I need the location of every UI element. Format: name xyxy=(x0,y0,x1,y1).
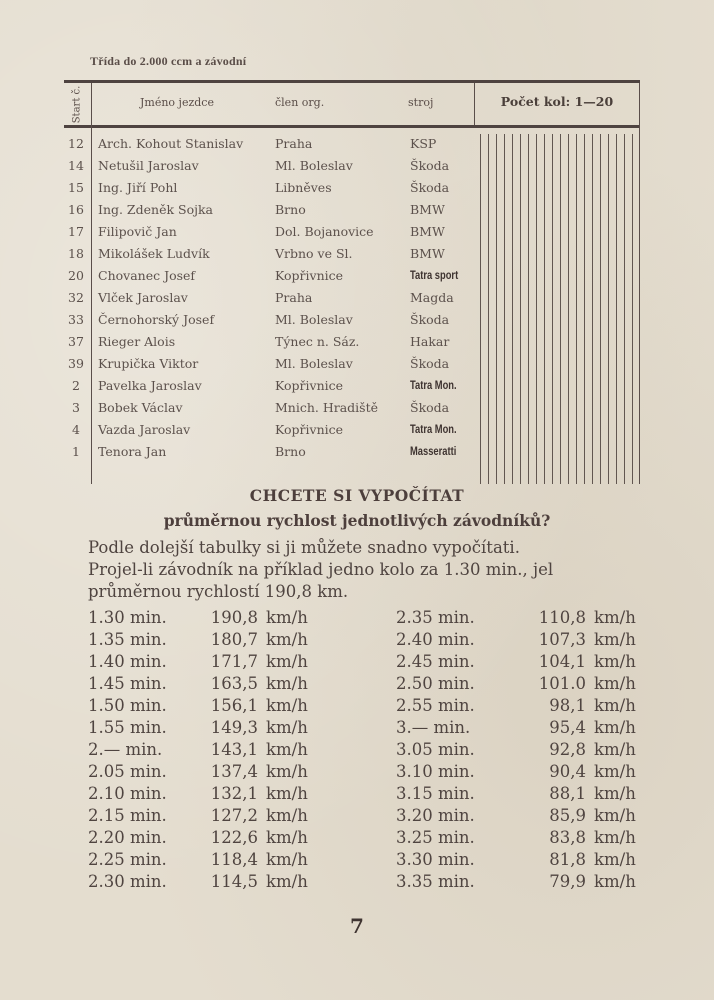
entry-row xyxy=(64,309,474,331)
entry-row xyxy=(64,199,474,221)
lap-tally-line xyxy=(496,134,497,484)
entry-row xyxy=(64,177,474,199)
avg-speed-value: 114,5 xyxy=(210,872,258,891)
lap-time: 3.35 min. xyxy=(396,872,475,891)
entry-row xyxy=(64,155,474,177)
avg-speed-value: 118,4 xyxy=(210,850,258,869)
lap-tally-line xyxy=(576,134,577,484)
start-number: 14 xyxy=(68,158,84,173)
rider-club: Kopřivnice xyxy=(275,422,344,437)
rider-name: Krupička Viktor xyxy=(98,356,199,371)
page-number: 7 xyxy=(350,914,364,938)
start-number: 20 xyxy=(68,268,84,283)
instructions-line-1: Podle dolejší tabulky si ji můžete snadno vypočítati. xyxy=(88,538,520,557)
avg-speed-value: 88,1 xyxy=(549,784,586,803)
start-number: 16 xyxy=(68,202,84,217)
speed-unit: km/h xyxy=(266,696,308,715)
lap-time: 2.55 min. xyxy=(396,696,475,715)
rider-machine: Škoda xyxy=(410,356,450,371)
start-number: 2 xyxy=(72,378,80,393)
speed-row xyxy=(88,784,348,806)
rider-club: Dol. Bojanovice xyxy=(275,224,374,239)
avg-speed-value: 95,4 xyxy=(549,718,586,737)
speed-table-right xyxy=(396,608,656,894)
rider-name: Ing. Zdeněk Sojka xyxy=(98,202,214,217)
lap-time: 1.50 min. xyxy=(88,696,167,715)
rider-name: Bobek Václav xyxy=(98,400,183,415)
avg-speed-value: 104,1 xyxy=(538,652,586,671)
rider-name: Arch. Kohout Stanislav xyxy=(98,136,244,151)
avg-speed-value: 98,1 xyxy=(549,696,586,715)
rider-club: Brno xyxy=(275,202,306,217)
lap-time: 3.— min. xyxy=(396,718,471,737)
rider-machine: Hakar xyxy=(410,334,450,349)
lap-tally-line xyxy=(504,134,505,484)
avg-speed-value: 110,8 xyxy=(538,608,586,627)
speed-unit: km/h xyxy=(266,806,308,825)
speed-row xyxy=(396,762,656,784)
lap-time: 2.— min. xyxy=(88,740,163,759)
start-number: 18 xyxy=(68,246,84,261)
lap-time: 1.45 min. xyxy=(88,674,167,693)
speed-row xyxy=(396,806,656,828)
lap-tally-line xyxy=(624,134,625,484)
lap-time: 1.35 min. xyxy=(88,630,167,649)
header-start-number: Start č. xyxy=(71,85,83,123)
speed-unit: km/h xyxy=(266,740,308,759)
speed-row xyxy=(396,784,656,806)
lap-tally-line xyxy=(616,134,617,484)
speed-unit: km/h xyxy=(266,674,308,693)
lap-time: 2.30 min. xyxy=(88,872,167,891)
entry-row xyxy=(64,221,474,243)
lap-tally-line xyxy=(528,134,529,484)
lap-tally-line xyxy=(560,134,561,484)
start-number: 32 xyxy=(68,290,84,305)
speed-table-left xyxy=(88,608,348,894)
lap-tally-line xyxy=(520,134,521,484)
rider-name: Černohorský Josef xyxy=(98,312,215,327)
rider-machine: KSP xyxy=(410,136,437,151)
speed-unit: km/h xyxy=(266,718,308,737)
avg-speed-value: 122,6 xyxy=(210,828,258,847)
avg-speed-value: 163,5 xyxy=(210,674,258,693)
class-title: Třída do 2.000 ccm a závodní xyxy=(90,54,247,68)
lap-time: 3.15 min. xyxy=(396,784,475,803)
instructions-line-2: Projel-li závodník na příklad jedno kolo za 1.30 min., jel průměrnou rychlostí 190,8 km. xyxy=(88,560,554,601)
speed-unit: km/h xyxy=(594,784,636,803)
speed-row xyxy=(396,696,656,718)
lap-tally-line xyxy=(536,134,537,484)
rider-machine: Škoda xyxy=(410,400,450,415)
speed-unit: km/h xyxy=(594,850,636,869)
avg-speed-value: 143,1 xyxy=(210,740,258,759)
rider-machine: BMW xyxy=(410,224,445,239)
avg-speed-value: 171,7 xyxy=(210,652,258,671)
lap-time: 3.05 min. xyxy=(396,740,475,759)
lap-tally-line xyxy=(632,134,633,484)
speed-row xyxy=(88,608,348,630)
entry-rows xyxy=(64,133,474,463)
speed-unit: km/h xyxy=(594,630,636,649)
rider-machine: Škoda xyxy=(410,180,450,195)
rider-machine: Magda xyxy=(410,290,454,305)
speed-unit: km/h xyxy=(594,806,636,825)
speed-unit: km/h xyxy=(594,674,636,693)
speed-unit: km/h xyxy=(594,762,636,781)
lap-tally-line xyxy=(568,134,569,484)
speed-unit: km/h xyxy=(266,762,308,781)
speed-row xyxy=(88,872,348,894)
lap-time: 1.30 min. xyxy=(88,608,167,627)
lap-time: 2.40 min. xyxy=(396,630,475,649)
header-lap-count: Počet kol: 1—20 xyxy=(500,94,614,109)
rider-machine: Škoda xyxy=(410,158,450,173)
rider-name: Ing. Jiří Pohl xyxy=(98,180,178,195)
lap-tally-line xyxy=(480,134,481,484)
entry-row xyxy=(64,375,474,397)
entry-row xyxy=(64,243,474,265)
start-number: 12 xyxy=(68,136,84,151)
rider-machine: Tatra Mon. xyxy=(410,378,457,392)
avg-speed-value: 90,4 xyxy=(549,762,586,781)
entry-row xyxy=(64,353,474,375)
speed-unit: km/h xyxy=(594,872,636,891)
speed-row xyxy=(396,872,656,894)
start-number: 15 xyxy=(68,180,84,195)
entry-row xyxy=(64,331,474,353)
speed-unit: km/h xyxy=(266,828,308,847)
entry-row xyxy=(64,133,474,155)
speed-unit: km/h xyxy=(266,872,308,891)
avg-speed-value: 137,4 xyxy=(210,762,258,781)
speed-unit: km/h xyxy=(594,608,636,627)
rider-name: Vlček Jaroslav xyxy=(98,290,188,305)
header-club: člen org. xyxy=(275,96,325,109)
avg-speed-value: 127,2 xyxy=(210,806,258,825)
lap-tally-line xyxy=(592,134,593,484)
rider-machine: BMW xyxy=(410,202,445,217)
avg-speed-value: 149,3 xyxy=(210,718,258,737)
avg-speed-value: 92,8 xyxy=(549,740,586,759)
entry-row xyxy=(64,265,474,287)
rider-name: Netušil Jaroslav xyxy=(98,158,199,173)
header-rider-name: Jméno jezdce xyxy=(140,96,214,109)
lap-tally-line xyxy=(584,134,585,484)
avg-speed-value: 81,8 xyxy=(549,850,586,869)
speed-row xyxy=(88,696,348,718)
lap-time: 2.10 min. xyxy=(88,784,167,803)
rider-club: Mnich. Hradiště xyxy=(275,400,379,415)
rider-machine: Škoda xyxy=(410,312,450,327)
speed-row xyxy=(396,850,656,872)
speed-row xyxy=(396,828,656,850)
start-number: 1 xyxy=(72,444,80,459)
avg-speed-value: 101.0 xyxy=(538,674,586,693)
speed-row xyxy=(396,718,656,740)
rider-club: Brno xyxy=(275,444,306,459)
speed-heading: CHCETE SI VYPOČÍTAT xyxy=(249,486,465,505)
rider-name: Rieger Alois xyxy=(98,334,176,349)
speed-unit: km/h xyxy=(594,740,636,759)
rider-name: Vazda Jaroslav xyxy=(98,422,191,437)
speed-unit: km/h xyxy=(594,828,636,847)
rider-machine: BMW xyxy=(410,246,445,261)
speed-row xyxy=(88,806,348,828)
rider-name: Chovanec Josef xyxy=(98,268,196,283)
rider-club: Týnec n. Sáz. xyxy=(275,334,360,349)
lap-time: 2.15 min. xyxy=(88,806,167,825)
rider-club: Praha xyxy=(275,290,313,305)
avg-speed-value: 180,7 xyxy=(210,630,258,649)
speed-row xyxy=(88,740,348,762)
speed-row xyxy=(396,740,656,762)
rider-name: Mikolášek Ludvík xyxy=(98,246,210,261)
entry-table xyxy=(64,80,640,484)
lap-tally-grid xyxy=(474,128,640,484)
avg-speed-value: 85,9 xyxy=(549,806,586,825)
avg-speed-value: 79,9 xyxy=(549,872,586,891)
rider-club: Vrbno ve Sl. xyxy=(275,246,353,261)
lap-time: 2.45 min. xyxy=(396,652,475,671)
speed-row xyxy=(88,652,348,674)
start-number: 33 xyxy=(68,312,84,327)
speed-unit: km/h xyxy=(266,608,308,627)
rider-club: Praha xyxy=(275,136,313,151)
start-number: 39 xyxy=(68,356,84,371)
avg-speed-value: 107,3 xyxy=(538,630,586,649)
speed-row xyxy=(88,718,348,740)
lap-tally-line xyxy=(488,134,489,484)
lap-tally-line xyxy=(552,134,553,484)
start-number: 4 xyxy=(72,422,80,437)
speed-instructions xyxy=(88,537,633,603)
speed-subheading: průměrnou rychlost jednotlivých závodníků? xyxy=(163,511,551,530)
speed-row xyxy=(88,674,348,696)
lap-tally-line xyxy=(608,134,609,484)
rider-machine: Tatra sport xyxy=(410,268,459,282)
lap-time: 3.10 min. xyxy=(396,762,475,781)
entry-row xyxy=(64,419,474,441)
lap-tally-line xyxy=(512,134,513,484)
speed-row xyxy=(88,630,348,652)
rider-club: Kopřivnice xyxy=(275,378,344,393)
speed-row xyxy=(88,850,348,872)
avg-speed-value: 132,1 xyxy=(210,784,258,803)
header-machine: stroj xyxy=(408,96,434,109)
avg-speed-value: 83,8 xyxy=(549,828,586,847)
rider-club: Ml. Boleslav xyxy=(275,312,353,327)
entry-row xyxy=(64,287,474,309)
rider-name: Tenora Jan xyxy=(98,444,167,459)
rider-name: Pavelka Jaroslav xyxy=(98,378,202,393)
avg-speed-value: 156,1 xyxy=(210,696,258,715)
speed-unit: km/h xyxy=(266,652,308,671)
speed-row xyxy=(88,762,348,784)
rider-name: Filipovič Jan xyxy=(98,224,177,239)
speed-unit: km/h xyxy=(266,784,308,803)
rider-club: Ml. Boleslav xyxy=(275,356,353,371)
lap-time: 3.30 min. xyxy=(396,850,475,869)
speed-row xyxy=(396,652,656,674)
start-number: 17 xyxy=(68,224,84,239)
speed-unit: km/h xyxy=(266,850,308,869)
speed-row xyxy=(396,630,656,652)
lap-time: 2.20 min. xyxy=(88,828,167,847)
lap-time: 2.35 min. xyxy=(396,608,475,627)
lap-time: 1.40 min. xyxy=(88,652,167,671)
speed-row xyxy=(396,674,656,696)
entry-row xyxy=(64,397,474,419)
entry-row xyxy=(64,441,474,463)
lap-time: 2.25 min. xyxy=(88,850,167,869)
table-top-rule xyxy=(64,80,640,83)
rider-club: Libněves xyxy=(275,180,332,195)
speed-unit: km/h xyxy=(594,718,636,737)
speed-unit: km/h xyxy=(266,630,308,649)
lap-time: 3.20 min. xyxy=(396,806,475,825)
lap-time: 1.55 min. xyxy=(88,718,167,737)
speed-unit: km/h xyxy=(594,652,636,671)
lap-time: 2.50 min. xyxy=(396,674,475,693)
rider-club: Ml. Boleslav xyxy=(275,158,353,173)
rider-machine: Masseratti xyxy=(410,444,457,458)
start-number: 3 xyxy=(72,400,80,415)
lap-tally-line xyxy=(600,134,601,484)
speed-row xyxy=(88,828,348,850)
lap-time: 3.25 min. xyxy=(396,828,475,847)
start-number: 37 xyxy=(68,334,84,349)
lap-time: 2.05 min. xyxy=(88,762,167,781)
avg-speed-value: 190,8 xyxy=(210,608,258,627)
rider-club: Kopřivnice xyxy=(275,268,344,283)
speed-row xyxy=(396,608,656,630)
speed-unit: km/h xyxy=(594,696,636,715)
lap-tally-line xyxy=(544,134,545,484)
rider-machine: Tatra Mon. xyxy=(410,422,457,436)
